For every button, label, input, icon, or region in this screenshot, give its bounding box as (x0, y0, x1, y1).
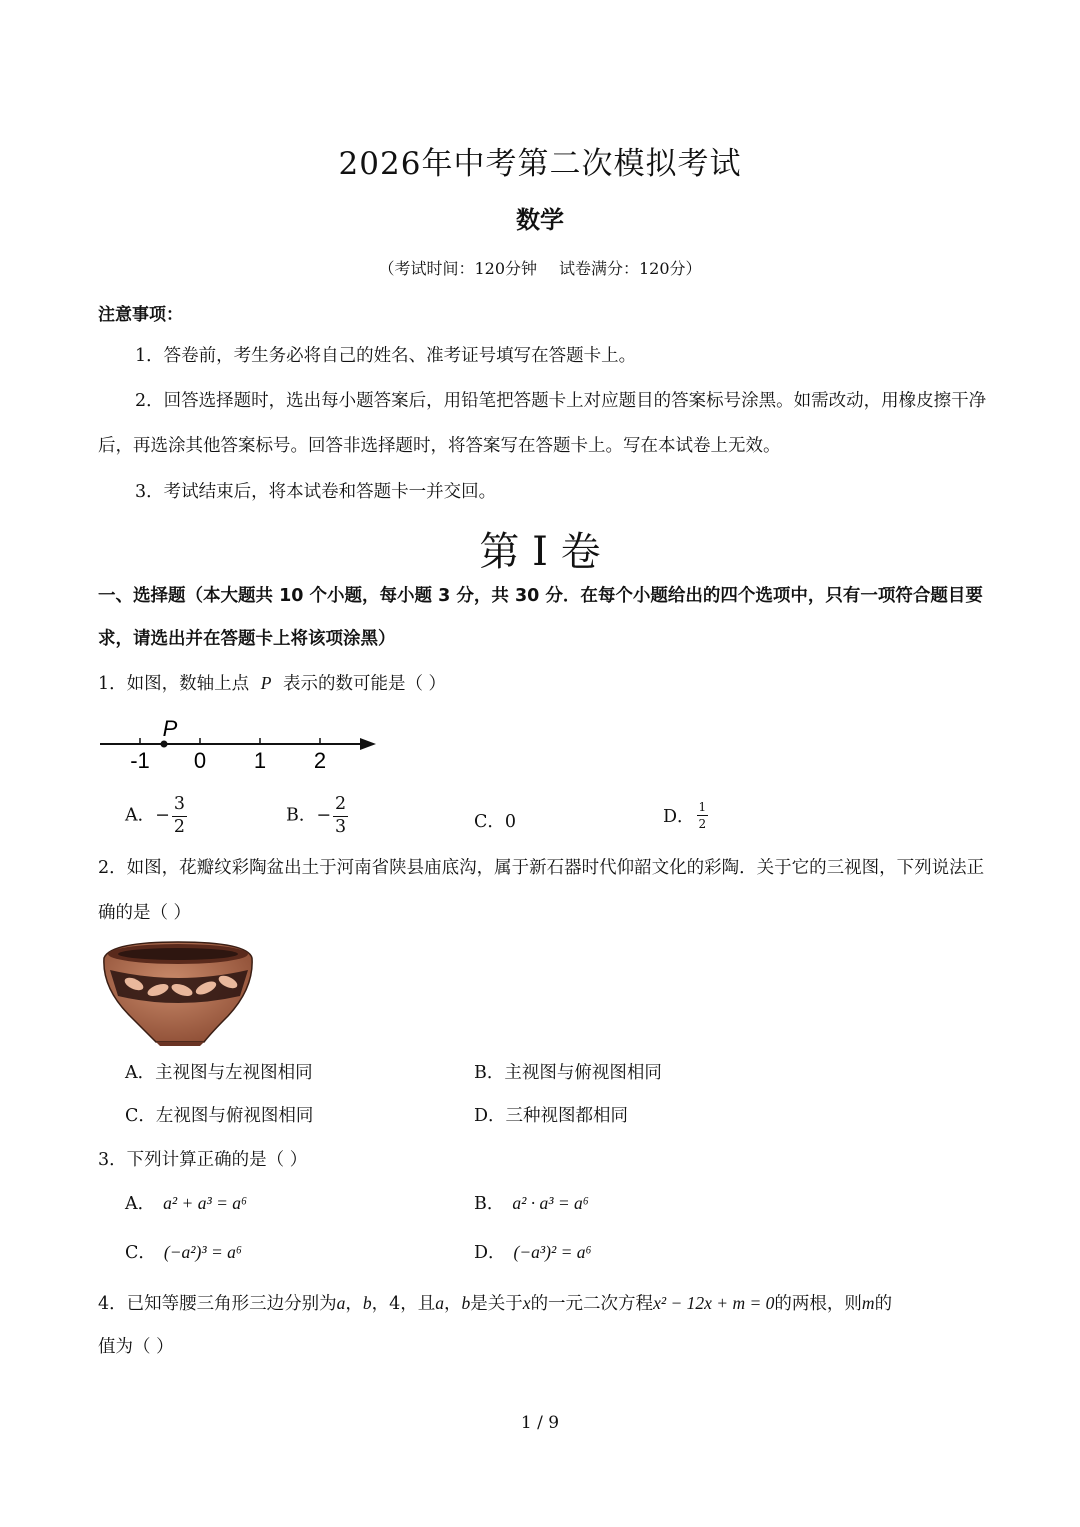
section-heading: 一、选择题（本大题共 10 个小题，每小题 3 分，共 30 分．在每个小题给出的四个选项中，只有一项符合题目要求，请选出并在答题卡上将该项涂黑） (98, 586, 983, 649)
page-number: 1 / 9 (520, 1413, 560, 1433)
exam-subject: 数学 (516, 206, 564, 234)
q2-option-a[interactable]: A．主视图与左视图相同 (125, 1063, 313, 1083)
question-3-stem: 3．下列计算正确的是（ ） (98, 1150, 308, 1170)
notice-heading: 注意事项： (98, 305, 183, 325)
question-4-stem: 4．已知等腰三角形三边分别为a，b，4，且a，b是关于x的一元二次方程x² − 12x + m = 0的两根，则m的 (98, 1293, 893, 1314)
q2-option-c[interactable]: C．左视图与俯视图相同 (125, 1106, 314, 1126)
number-line-tick-label: -1 (130, 748, 150, 773)
notice-item-1: 1．答卷前，考生务必将自己的姓名、准考证号填写在答题卡上。 (135, 346, 637, 366)
painted-pottery-bowl-image (100, 936, 256, 1048)
number-line-tick-label: 1 (253, 748, 267, 773)
q2-option-d[interactable]: D．三种视图都相同 (474, 1106, 629, 1126)
question-4-stem-line-2: 值为（ ） (98, 1337, 174, 1357)
question-1-stem: 1．如图，数轴上点 P 表示的数可能是（ ） (98, 673, 447, 694)
notice-item-3: 3．考试结束后，将本试卷和答题卡一并交回。 (135, 482, 497, 502)
q2-option-b[interactable]: B．主视图与俯视图相同 (474, 1063, 662, 1083)
exam-info (0, 256, 1080, 279)
part-title: 第 I 卷 (479, 529, 601, 575)
exam-time: （考试时间：120分钟 (378, 259, 537, 278)
q3-option-c[interactable]: C． (−a²)³ = a⁶ (125, 1242, 242, 1263)
notice-item-2: 2．回答选择题时，选出每小题答案后，用铅笔把答题卡上对应题目的答案标号涂黑。如需改动，用橡皮擦干净后，再选涂其他答案标号。回答非选择题时，将答案写在答题卡上。写在本试卷上无效。 (98, 391, 987, 456)
point-p-marker (161, 741, 168, 748)
number-line-arrow-icon (360, 738, 376, 750)
q1-option-a[interactable]: A．− $\frac{3}{2}$ (125, 794, 185, 837)
q1-option-b[interactable]: B．− $\frac{2}{3}$ (286, 794, 347, 837)
full-score: 试卷满分：120分） (559, 259, 702, 278)
number-line-tick-label: 2 (313, 748, 327, 773)
q1-option-c[interactable]: C．0 (474, 812, 517, 832)
exam-title: 2026年中考第二次模拟考试 (338, 146, 742, 182)
number-line-figure (96, 712, 386, 776)
number-line-tick-label: 0 (193, 748, 207, 773)
q3-option-b[interactable]: B． a² · a³ = a⁶ (474, 1193, 589, 1214)
question-2-stem: 2．如图，花瓣纹彩陶盆出土于河南省陕县庙底沟，属于新石器时代仰韶文化的彩陶．关于它的三视图，下列说法正确的是（ ） (98, 858, 985, 923)
point-p-label: P (162, 716, 178, 741)
q3-option-a[interactable]: A． a² + a³ = a⁶ (125, 1193, 248, 1214)
q3-option-d[interactable]: D． (−a³)² = a⁶ (474, 1242, 592, 1263)
q1-option-d[interactable]: D． $\frac{1}{2}$ (663, 800, 707, 831)
